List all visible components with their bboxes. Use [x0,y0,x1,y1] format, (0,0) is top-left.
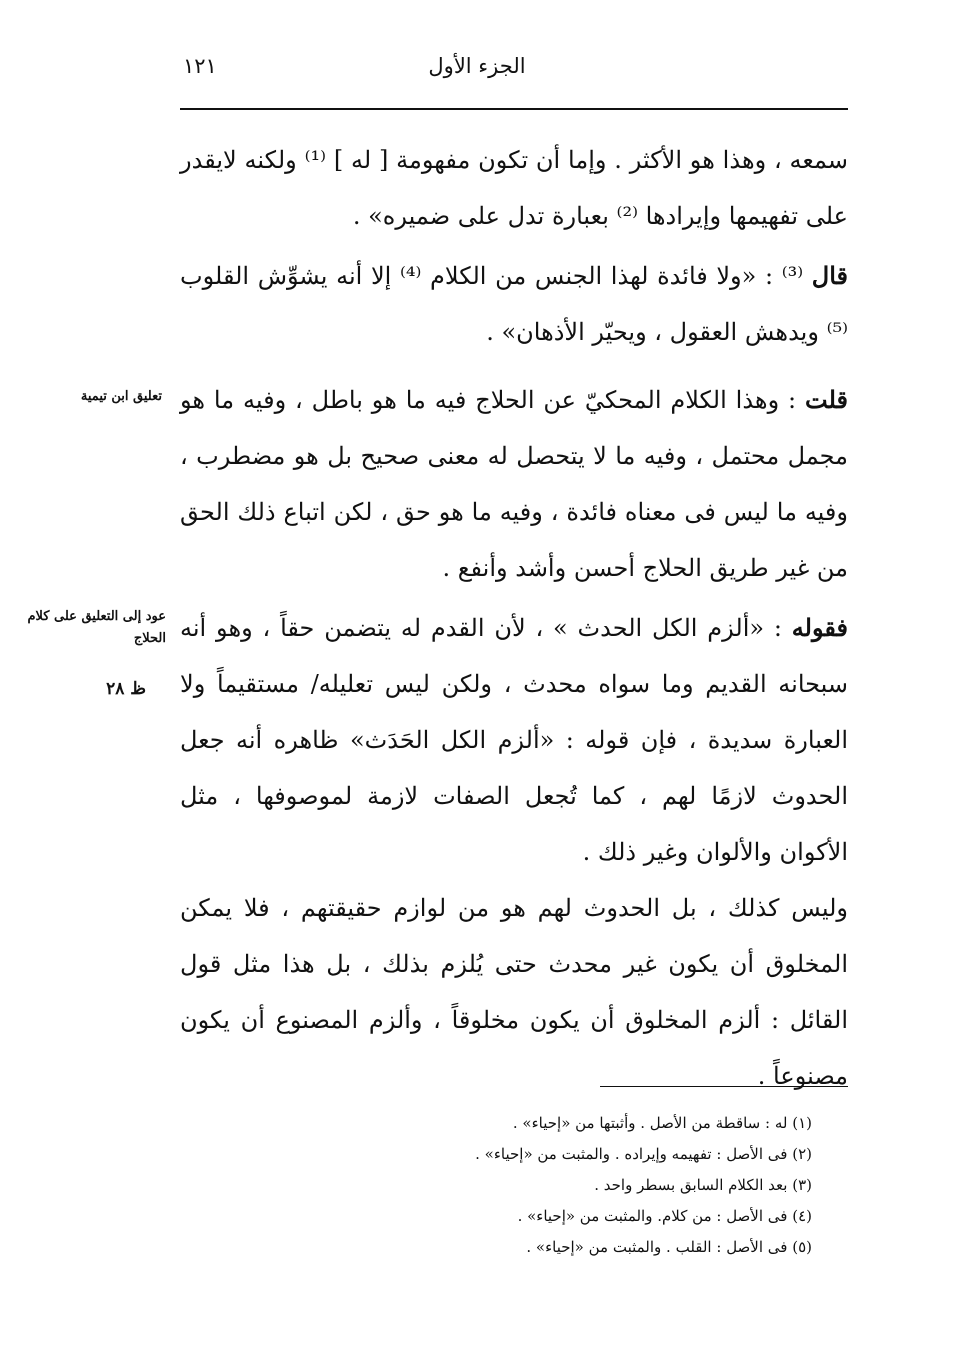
footnote-rule [600,1086,848,1087]
page-number: ١٢١ [183,54,217,78]
paragraph-5 [180,880,848,1104]
paragraph-text: ⁽³⁾ : «ولا فائدة لهذا الجنس من الكلام ⁽⁴⁾ إلا أنه يشوِّش القلوب ⁽⁵⁾ ويدهش العقول ، ويحيّر الأذهان» . [180,262,848,346]
header-rule [180,108,848,110]
footnote-3: (٣) بعد الكلام السابق بسطر واحد . [594,1176,812,1194]
margin-note-ibn-taymiyya: تعليق ابن تيمية [80,389,162,404]
paragraph-4 [180,600,848,880]
paragraph-lead: فقوله [791,613,848,642]
footnote-5: (٥) فى الأصل : القلب . والمثبت من «إحياء» . [526,1238,812,1256]
paragraph-3 [180,372,848,596]
footnote-1: (١) له : ساقطة من الأصل . وأثبتها من «إحياء» . [512,1114,812,1132]
paragraph-2 [180,248,848,360]
margin-note-folio: ظ ٢٨ [106,679,146,699]
paragraph-text: وليس كذلك ، بل الحدوث لهم هو من لوازم حقيقتهم ، فلا يمكن المخلوق أن يكون غير محدث حتى يُلزم بذلك ، بل هذا مثل قول القائل : ألزم المخلوق أن يكون مخلوقاً ، وألزم المصنوع أن يكون مصنوعاً . [180,894,848,1090]
footnote-4: (٤) فى الأصل : من كلام. والمثبت من «إحياء» . [517,1207,812,1225]
margin-note-return-to-commentary: عود إلى التعليق على كلام الحلاج [27,609,166,646]
paragraph-1 [180,132,848,244]
paragraph-text: : «ألزم الكل الحدث » ، لأن القدم له يتضمن حقاً ، وهو أنه سبحانه القديم وما سواه محدث ، ولكن ليس تعليله/ مستقيماً ولا العبارة سديدة ، فإن قوله : «ألزم الكل الحَدَث» ظاهره أنه جعل الحدوث لازمًا لهم ، كما تُجعل الصفات لازمة لموصوفها ، مثل الأكوان والألوان وغير ذلك . [180,614,848,866]
paragraph-text: : وهذا الكلام المحكيّ عن الحلاج فيه ما هو باطل ، وفيه ما هو مجمل محتمل ، وفيه ما لا يتحصل له معنى صحيح بل هو مضطرب ، وفيه ما ليس فى معناه فائدة ، وفيه ما هو حق ، لكن اتباع ذلك الحق من غير طريق الحلاج أحسن وأشد وأنفع . [180,386,848,582]
footnotes [300,1108,812,1263]
paragraph-lead: قال [811,261,848,290]
running-title: الجزء الأول [428,54,526,78]
paragraph-text: سمعه ، وهذا هو الأكثر . وإما أن تكون مفهومة [ له ] ⁽¹⁾ ولكنه لايقدر على تفهيمها وإيرادها ⁽²⁾ بعبارة تدل على ضميره» . [180,146,848,230]
paragraph-lead: قلت [805,385,848,414]
footnote-2: (٢) فى الأصل : تفهيمه وإيراده . والمثبت من «إحياء» . [475,1145,812,1163]
